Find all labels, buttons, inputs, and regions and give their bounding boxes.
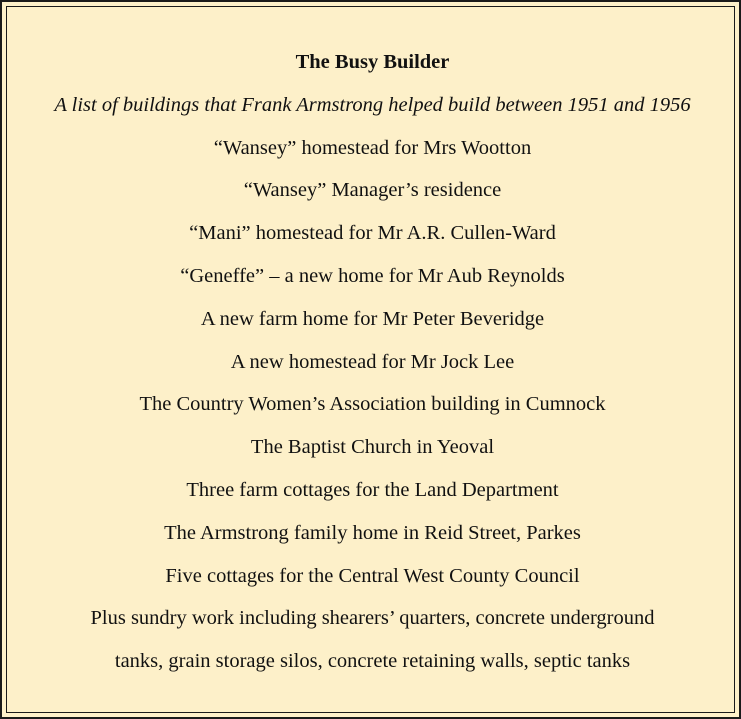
list-item: A new farm home for Mr Peter Beveridge	[200, 307, 545, 330]
list-item: The Baptist Church in Yeoval	[250, 436, 495, 459]
list-item: “Wansey” homestead for Mrs Wootton	[213, 136, 532, 159]
list-item: A new homestead for Mr Jock Lee	[230, 350, 515, 373]
document-subtitle: A list of buildings that Frank Armstrong helped build between 1951 and 1956	[54, 93, 691, 116]
list-item: “Geneffe” – a new home for Mr Aub Reynolds	[180, 264, 565, 287]
list-item: The Armstrong family home in Reid Street, Parkes	[164, 521, 581, 544]
document-title: The Busy Builder	[295, 51, 450, 73]
list-item: The Country Women’s Association building in Cumnock	[139, 393, 606, 416]
list-item: Three farm cottages for the Land Department	[186, 478, 559, 501]
list-item: tanks, grain storage silos, concrete retaining walls, septic tanks	[114, 650, 631, 673]
list-item: Five cottages for the Central West County Council	[165, 564, 580, 587]
list-item: “Mani” homestead for Mr A.R. Cullen-Ward	[189, 222, 556, 245]
list-item: “Wansey” Manager’s residence	[243, 179, 502, 202]
document-content	[2, 47, 741, 689]
list-item: Plus sundry work including shearers’ quarters, concrete underground	[90, 607, 655, 630]
